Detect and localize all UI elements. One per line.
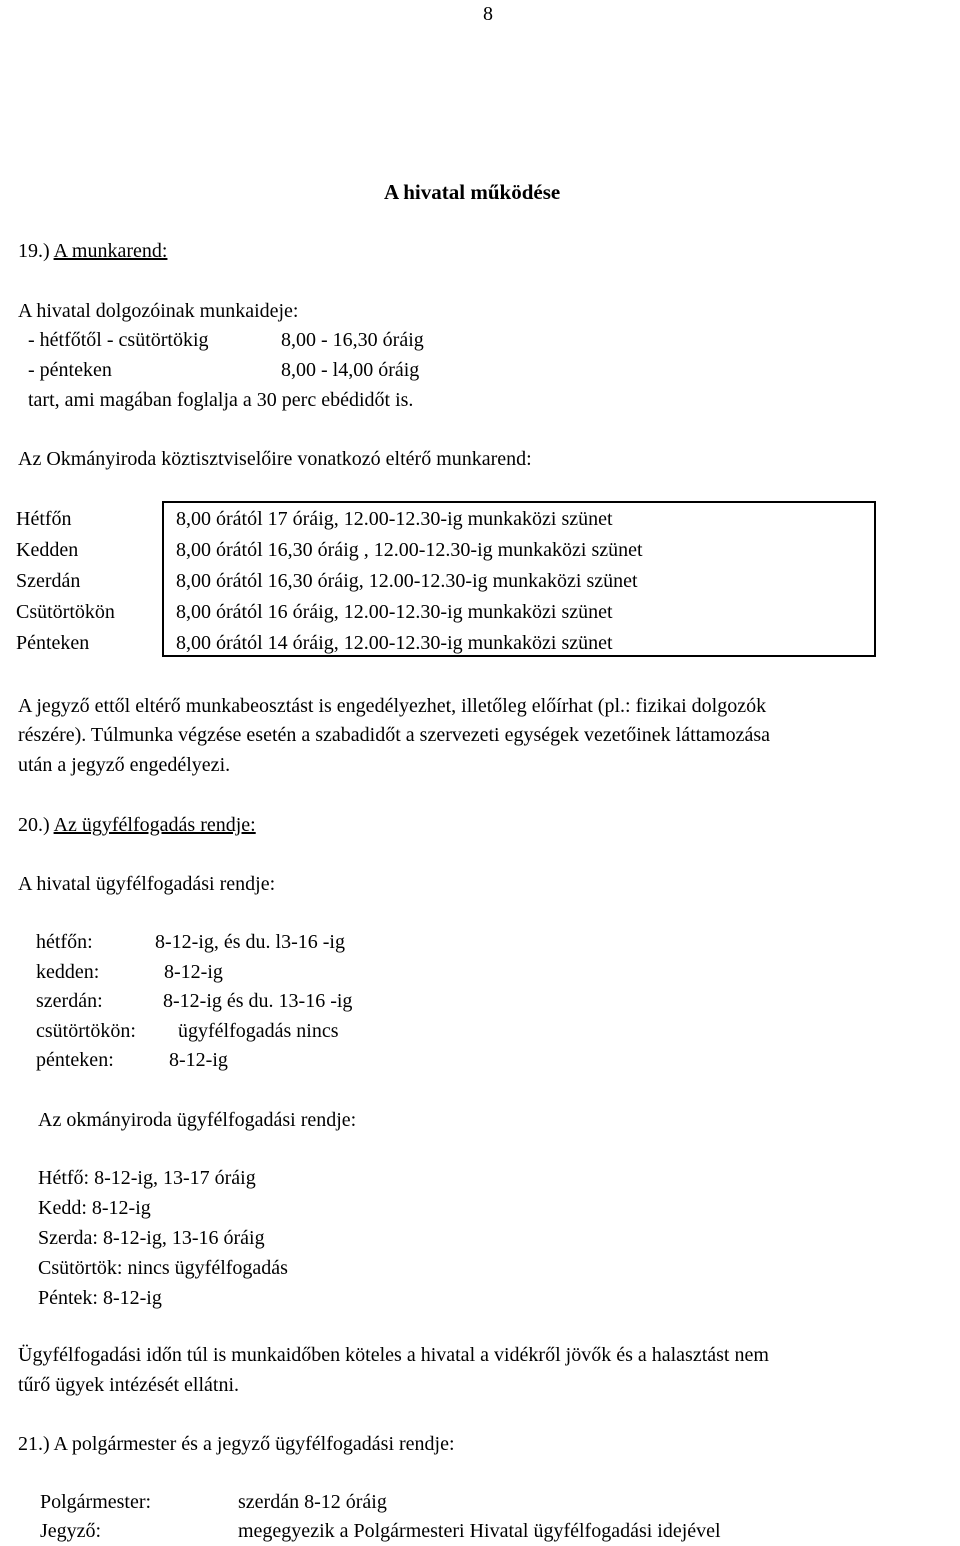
- table-day-cell: Kedden: [16, 539, 79, 561]
- paragraph-line: tűrő ügyek intézését ellátni.: [18, 1374, 240, 1396]
- worktime-line-value: 8,00 - l4,00 óráig: [281, 359, 420, 381]
- office-time: 8-12-ig, és du. l3-16 -ig: [155, 931, 345, 953]
- official-label: Jegyző:: [40, 1520, 102, 1542]
- office-time: ügyfélfogadás nincs: [178, 1020, 339, 1042]
- section-number: 19.): [18, 240, 50, 262]
- okmanyiroda-schedule-table: [8, 501, 876, 657]
- table-day-cell: Csütörtökön: [16, 601, 115, 623]
- paragraph-line: után a jegyző engedélyezi.: [18, 754, 231, 776]
- section-number: 20.): [18, 814, 50, 836]
- table-time-cell: 8,00 órától 16,30 óráig , 12.00-12.30-ig munkaközi szünet: [176, 539, 643, 561]
- table-time-cell: 8,00 órától 14 óráig, 12.00-12.30-ig munkaközi szünet: [176, 632, 613, 654]
- okmanyiroda-hours-intro: Az okmányiroda ügyfélfogadási rendje:: [38, 1109, 357, 1131]
- worktime-line-label: - hétfőtől - csütörtökig: [28, 329, 209, 351]
- worktime-intro: A hivatal dolgozóinak munkaideje:: [18, 300, 299, 322]
- worktime-line-value: 8,00 - 16,30 óráig: [281, 329, 424, 351]
- worktime-line-label: - pénteken: [28, 359, 112, 381]
- section-title: A munkarend:: [53, 240, 168, 262]
- paragraph-line: A jegyző ettől eltérő munkabeosztást is engedélyezhet, illetőleg előírhat (pl.: fizikai dolgozók: [18, 695, 767, 717]
- office-day: pénteken:: [36, 1049, 114, 1071]
- office-day: hétfőn:: [36, 931, 93, 953]
- okmanyiroda-hours-line: Kedd: 8-12-ig: [38, 1197, 151, 1219]
- office-day: szerdán:: [36, 990, 103, 1012]
- table-day-cell: Pénteken: [16, 632, 90, 654]
- worktime-tail: tart, ami magában foglalja a 30 perc ebédidőt is.: [28, 389, 414, 411]
- table-time-cell: 8,00 órától 16 óráig, 12.00-12.30-ig munkaközi szünet: [176, 601, 613, 623]
- okmanyiroda-hours-line: Csütörtök: nincs ügyfélfogadás: [38, 1257, 288, 1279]
- okmanyiroda-hours-line: Péntek: 8-12-ig: [38, 1287, 162, 1309]
- table-day-cell: Szerdán: [16, 570, 81, 592]
- office-hours-intro: A hivatal ügyfélfogadási rendje:: [18, 873, 276, 895]
- official-hours: megegyezik a Polgármesteri Hivatal ügyfélfogadási idejével: [238, 1520, 721, 1542]
- official-hours: szerdán 8-12 óráig: [238, 1491, 387, 1513]
- page-number: 8: [483, 3, 493, 25]
- official-label: Polgármester:: [40, 1491, 152, 1513]
- okmanyiroda-intro: Az Okmányiroda köztisztviselőire vonatkozó eltérő munkarend:: [18, 448, 532, 470]
- section-19-title: [18, 239, 167, 263]
- paragraph-line: Ügyfélfogadási időn túl is munkaidőben köteles a hivatal a vidékről jövők és a halasztást nem: [18, 1344, 769, 1366]
- office-time: 8-12-ig: [164, 961, 223, 983]
- section-20-title: [18, 813, 256, 837]
- office-day: kedden:: [36, 961, 100, 983]
- okmanyiroda-hours-line: Szerda: 8-12-ig, 13-16 óráig: [38, 1227, 265, 1249]
- table-day-cell: Hétfőn: [16, 508, 72, 530]
- section-21-title: 21.) A polgármester és a jegyző ügyfélfogadási rendje:: [18, 1433, 455, 1455]
- table-time-cell: 8,00 órától 16,30 óráig, 12.00-12.30-ig munkaközi szünet: [176, 570, 638, 592]
- office-time: 8-12-ig és du. 13-16 -ig: [163, 990, 353, 1012]
- section-title: Az ügyfélfogadás rendje:: [53, 814, 256, 836]
- okmanyiroda-hours-line: Hétfő: 8-12-ig, 13-17 óráig: [38, 1167, 256, 1189]
- office-time: 8-12-ig: [169, 1049, 228, 1071]
- paragraph-line: részére). Túlmunka végzése esetén a szabadidőt a szervezeti egységek vezetőinek láttamozása: [18, 724, 771, 746]
- table-time-cell: 8,00 órától 17 óráig, 12.00-12.30-ig munkaközi szünet: [176, 508, 613, 530]
- office-day: csütörtökön:: [36, 1020, 136, 1042]
- page-heading: A hivatal működése: [384, 180, 561, 204]
